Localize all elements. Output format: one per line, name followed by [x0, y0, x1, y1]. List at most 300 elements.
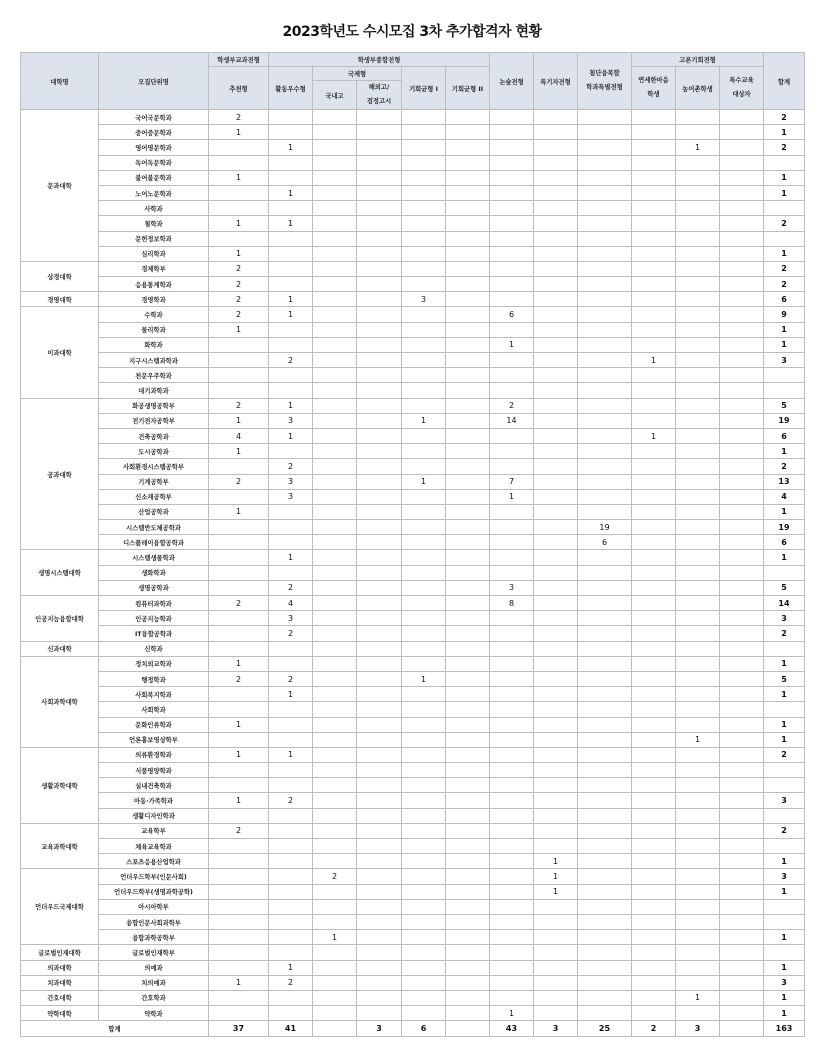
count-cell — [209, 231, 269, 246]
row-total-cell: 9 — [764, 307, 805, 322]
count-cell — [632, 125, 676, 140]
table-row — [21, 596, 805, 611]
count-cell — [313, 474, 357, 489]
row-total-cell — [764, 702, 805, 717]
count-cell — [446, 854, 490, 869]
count-cell — [720, 580, 764, 595]
count-cell — [402, 565, 446, 580]
dept-cell: 사회환경시스템공학부 — [99, 459, 209, 474]
table-row — [21, 353, 805, 368]
header-group-school: 학생부교과전형 — [209, 53, 269, 67]
header-domestic: 국내고 — [313, 81, 357, 110]
row-total-cell: 1 — [764, 185, 805, 200]
dept-cell: 문헌정보학과 — [99, 231, 209, 246]
count-cell — [632, 945, 676, 960]
college-cell: 신과대학 — [21, 641, 99, 656]
count-cell — [720, 459, 764, 474]
count-cell — [209, 869, 269, 884]
count-cell — [720, 899, 764, 914]
row-total-cell — [764, 201, 805, 216]
count-cell: 1 — [490, 337, 534, 352]
count-cell — [209, 990, 269, 1005]
dept-cell: 문화인류학과 — [99, 717, 209, 732]
count-cell — [446, 292, 490, 307]
count-cell — [402, 914, 446, 929]
count-cell — [720, 428, 764, 443]
count-cell — [632, 960, 676, 975]
count-cell — [446, 611, 490, 626]
count-cell: 8 — [490, 596, 534, 611]
count-cell — [357, 899, 402, 914]
count-cell — [490, 626, 534, 641]
college-cell: 생활과학대학 — [21, 747, 99, 823]
count-cell — [632, 277, 676, 292]
count-cell — [534, 945, 578, 960]
count-cell — [446, 747, 490, 762]
count-cell — [357, 717, 402, 732]
count-cell: 1 — [209, 413, 269, 428]
count-cell — [676, 277, 720, 292]
count-cell — [490, 231, 534, 246]
table-row — [21, 990, 805, 1005]
count-cell — [632, 717, 676, 732]
table-row — [21, 322, 805, 337]
count-cell — [313, 914, 357, 929]
count-cell — [402, 823, 446, 838]
total-row — [21, 1021, 805, 1037]
count-cell — [490, 656, 534, 671]
count-cell — [632, 292, 676, 307]
count-cell — [720, 353, 764, 368]
count-cell — [357, 170, 402, 185]
count-cell — [632, 565, 676, 580]
count-cell — [313, 231, 357, 246]
count-cell — [676, 945, 720, 960]
count-cell — [720, 732, 764, 747]
count-cell — [402, 747, 446, 762]
count-cell — [446, 596, 490, 611]
count-cell — [632, 535, 676, 550]
table-row — [21, 732, 805, 747]
row-total-cell: 13 — [764, 474, 805, 489]
count-cell — [446, 322, 490, 337]
count-cell — [209, 1006, 269, 1021]
row-total-cell — [764, 383, 805, 398]
table-row — [21, 702, 805, 717]
count-cell — [676, 778, 720, 793]
count-cell: 1 — [209, 717, 269, 732]
count-cell — [490, 261, 534, 276]
count-cell — [534, 246, 578, 261]
count-cell — [676, 474, 720, 489]
count-cell — [402, 550, 446, 565]
dept-cell: 의예과 — [99, 960, 209, 975]
count-cell — [446, 474, 490, 489]
dept-cell: 시스템반도체공학과 — [99, 520, 209, 535]
count-cell — [313, 899, 357, 914]
header-group-equal: 고른기회전형 — [632, 53, 764, 67]
count-cell — [209, 185, 269, 200]
count-cell — [313, 641, 357, 656]
count-cell — [446, 504, 490, 519]
header-activity: 활동우수형 — [269, 67, 313, 110]
count-cell — [720, 322, 764, 337]
count-cell — [402, 854, 446, 869]
count-cell — [269, 520, 313, 535]
table-row — [21, 307, 805, 322]
row-total-cell: 2 — [764, 459, 805, 474]
count-cell: 2 — [269, 459, 313, 474]
row-total-cell: 6 — [764, 292, 805, 307]
count-cell — [632, 687, 676, 702]
count-cell — [720, 398, 764, 413]
dept-cell: 언더우드학부(생명과학공학) — [99, 884, 209, 899]
count-cell — [357, 535, 402, 550]
row-total-cell: 1 — [764, 246, 805, 261]
header-rural: 농어촌학생 — [676, 67, 720, 110]
table-row — [21, 155, 805, 170]
count-cell — [490, 216, 534, 231]
table-row — [21, 687, 805, 702]
count-cell — [720, 702, 764, 717]
count-cell — [676, 155, 720, 170]
table-row — [21, 216, 805, 231]
count-cell — [269, 808, 313, 823]
dept-cell: 언더우드학부(인문사회) — [99, 869, 209, 884]
count-cell — [209, 201, 269, 216]
count-cell — [632, 261, 676, 276]
college-cell: 경영대학 — [21, 292, 99, 307]
table-row — [21, 763, 805, 778]
row-total-cell: 1 — [764, 1006, 805, 1021]
count-cell — [490, 884, 534, 899]
table-row — [21, 474, 805, 489]
count-cell — [402, 960, 446, 975]
count-cell — [313, 489, 357, 504]
count-cell — [446, 869, 490, 884]
count-cell: 2 — [209, 671, 269, 686]
dept-cell: 간호학과 — [99, 990, 209, 1005]
count-cell: 1 — [632, 353, 676, 368]
count-cell — [490, 990, 534, 1005]
count-cell — [676, 292, 720, 307]
count-cell: 1 — [534, 884, 578, 899]
table-row — [21, 884, 805, 899]
count-cell — [357, 884, 402, 899]
count-cell — [578, 565, 632, 580]
count-cell — [269, 930, 313, 945]
count-cell — [490, 823, 534, 838]
count-cell — [490, 322, 534, 337]
count-cell — [720, 246, 764, 261]
count-cell — [676, 398, 720, 413]
dept-cell: 전기전자공학부 — [99, 413, 209, 428]
dept-cell: 물리학과 — [99, 322, 209, 337]
row-total-cell — [764, 914, 805, 929]
count-cell — [676, 580, 720, 595]
count-cell — [357, 839, 402, 854]
count-cell — [269, 945, 313, 960]
count-cell: 1 — [269, 960, 313, 975]
header-overseas: 해외고/ 검정고시 — [357, 81, 402, 110]
count-cell: 1 — [209, 125, 269, 140]
table-row — [21, 747, 805, 762]
count-cell — [313, 626, 357, 641]
count-cell — [313, 125, 357, 140]
count-cell — [313, 808, 357, 823]
table-row — [21, 368, 805, 383]
count-cell — [676, 656, 720, 671]
count-cell — [578, 869, 632, 884]
dept-cell: IT융합공학과 — [99, 626, 209, 641]
count-cell: 2 — [209, 261, 269, 276]
count-cell — [720, 960, 764, 975]
count-cell — [720, 110, 764, 125]
count-cell — [402, 869, 446, 884]
count-cell — [534, 823, 578, 838]
table-row — [21, 565, 805, 580]
count-cell — [402, 793, 446, 808]
count-cell — [534, 459, 578, 474]
count-cell — [578, 398, 632, 413]
header-balance2: 기회균형 II — [446, 67, 490, 110]
count-cell — [578, 656, 632, 671]
row-total-cell: 5 — [764, 580, 805, 595]
count-cell — [676, 337, 720, 352]
table-row — [21, 231, 805, 246]
count-cell — [632, 823, 676, 838]
count-cell — [209, 641, 269, 656]
college-cell: 치과대학 — [21, 975, 99, 990]
count-cell — [534, 839, 578, 854]
count-cell — [578, 580, 632, 595]
dept-cell: 지구시스템과학과 — [99, 353, 209, 368]
count-cell — [578, 353, 632, 368]
count-cell: 1 — [209, 444, 269, 459]
count-cell — [313, 459, 357, 474]
count-cell — [534, 626, 578, 641]
count-cell — [446, 717, 490, 732]
column-total-cell: 37 — [209, 1021, 269, 1037]
count-cell — [578, 884, 632, 899]
count-cell — [676, 793, 720, 808]
count-cell — [720, 383, 764, 398]
count-cell — [676, 914, 720, 929]
count-cell — [578, 763, 632, 778]
count-cell — [209, 702, 269, 717]
count-cell — [313, 702, 357, 717]
count-cell — [676, 823, 720, 838]
count-cell: 1 — [209, 322, 269, 337]
count-cell — [402, 216, 446, 231]
dept-cell: 사학과 — [99, 201, 209, 216]
count-cell: 1 — [676, 732, 720, 747]
count-cell — [676, 960, 720, 975]
count-cell — [534, 353, 578, 368]
count-cell — [534, 535, 578, 550]
count-cell — [357, 292, 402, 307]
count-cell — [446, 277, 490, 292]
count-cell — [720, 413, 764, 428]
table-row — [21, 292, 805, 307]
row-total-cell — [764, 155, 805, 170]
dept-cell: 천문우주학과 — [99, 368, 209, 383]
row-total-cell: 1 — [764, 656, 805, 671]
count-cell — [720, 565, 764, 580]
table-row — [21, 960, 805, 975]
count-cell — [313, 413, 357, 428]
count-cell: 1 — [269, 292, 313, 307]
count-cell — [446, 261, 490, 276]
count-cell — [578, 671, 632, 686]
count-cell: 3 — [269, 611, 313, 626]
dept-cell: 교육학부 — [99, 823, 209, 838]
count-cell — [490, 504, 534, 519]
college-cell: 공과대학 — [21, 398, 99, 550]
count-cell — [490, 778, 534, 793]
count-cell — [632, 246, 676, 261]
count-cell — [490, 702, 534, 717]
count-cell — [402, 763, 446, 778]
count-cell — [632, 930, 676, 945]
row-total-cell: 1 — [764, 444, 805, 459]
count-cell: 3 — [402, 292, 446, 307]
page-title: 2023학년도 수시모집 3차 추가합격자 현황 — [282, 24, 542, 40]
count-cell — [720, 626, 764, 641]
row-total-cell: 2 — [764, 626, 805, 641]
count-cell — [269, 1006, 313, 1021]
column-total-cell — [313, 1021, 357, 1037]
count-cell — [578, 808, 632, 823]
count-cell — [446, 823, 490, 838]
table-row — [21, 580, 805, 595]
count-cell — [490, 960, 534, 975]
count-cell — [269, 231, 313, 246]
count-cell — [402, 368, 446, 383]
count-cell — [209, 914, 269, 929]
count-cell — [402, 125, 446, 140]
count-cell — [446, 975, 490, 990]
count-cell — [676, 428, 720, 443]
count-cell — [209, 337, 269, 352]
table-row — [21, 110, 805, 125]
count-cell — [402, 626, 446, 641]
count-cell — [313, 216, 357, 231]
count-cell — [534, 368, 578, 383]
row-total-cell — [764, 368, 805, 383]
dept-cell: 신학과 — [99, 641, 209, 656]
count-cell — [490, 140, 534, 155]
count-cell — [402, 778, 446, 793]
count-cell: 1 — [269, 747, 313, 762]
count-cell — [534, 763, 578, 778]
count-cell — [446, 808, 490, 823]
count-cell — [676, 899, 720, 914]
count-cell: 1 — [269, 140, 313, 155]
count-cell — [632, 307, 676, 322]
count-cell: 2 — [269, 353, 313, 368]
count-cell — [357, 869, 402, 884]
count-cell — [402, 231, 446, 246]
table-row — [21, 671, 805, 686]
count-cell — [490, 854, 534, 869]
count-cell — [209, 808, 269, 823]
count-cell — [269, 899, 313, 914]
count-cell — [402, 504, 446, 519]
count-cell — [446, 626, 490, 641]
row-total-cell: 1 — [764, 337, 805, 352]
count-cell — [534, 596, 578, 611]
count-cell — [632, 201, 676, 216]
row-total-cell: 3 — [764, 975, 805, 990]
table-row — [21, 398, 805, 413]
count-cell — [676, 459, 720, 474]
count-cell — [446, 459, 490, 474]
count-cell — [357, 322, 402, 337]
count-cell — [632, 231, 676, 246]
count-cell — [402, 611, 446, 626]
count-cell — [490, 945, 534, 960]
count-cell — [534, 125, 578, 140]
count-cell — [446, 155, 490, 170]
row-total-cell: 1 — [764, 717, 805, 732]
row-total-cell — [764, 231, 805, 246]
count-cell — [357, 185, 402, 200]
count-cell — [534, 656, 578, 671]
count-cell — [446, 368, 490, 383]
count-cell — [534, 474, 578, 489]
count-cell — [402, 1006, 446, 1021]
row-total-cell: 2 — [764, 216, 805, 231]
table-row — [21, 945, 805, 960]
row-total-cell — [764, 899, 805, 914]
count-cell — [578, 930, 632, 945]
count-cell — [676, 353, 720, 368]
count-cell — [357, 641, 402, 656]
count-cell — [632, 110, 676, 125]
count-cell — [578, 155, 632, 170]
dept-cell: 기계공학부 — [99, 474, 209, 489]
count-cell: 1 — [632, 428, 676, 443]
row-total-cell: 2 — [764, 140, 805, 155]
count-cell — [578, 140, 632, 155]
count-cell — [357, 489, 402, 504]
row-total-cell: 1 — [764, 990, 805, 1005]
count-cell — [313, 322, 357, 337]
count-cell — [534, 687, 578, 702]
count-cell — [402, 261, 446, 276]
count-cell — [720, 747, 764, 762]
count-cell: 2 — [209, 292, 269, 307]
count-cell — [632, 185, 676, 200]
row-total-cell: 2 — [764, 747, 805, 762]
count-cell — [720, 808, 764, 823]
dept-cell: 노어노문학과 — [99, 185, 209, 200]
count-cell: 1 — [209, 504, 269, 519]
row-total-cell: 3 — [764, 869, 805, 884]
row-total-cell — [764, 945, 805, 960]
dept-cell: 실내건축학과 — [99, 778, 209, 793]
count-cell — [313, 444, 357, 459]
count-cell — [490, 520, 534, 535]
row-total-cell: 5 — [764, 398, 805, 413]
count-cell — [446, 990, 490, 1005]
count-cell — [446, 580, 490, 595]
count-cell — [490, 459, 534, 474]
count-cell — [209, 353, 269, 368]
count-cell — [313, 778, 357, 793]
count-cell — [632, 170, 676, 185]
